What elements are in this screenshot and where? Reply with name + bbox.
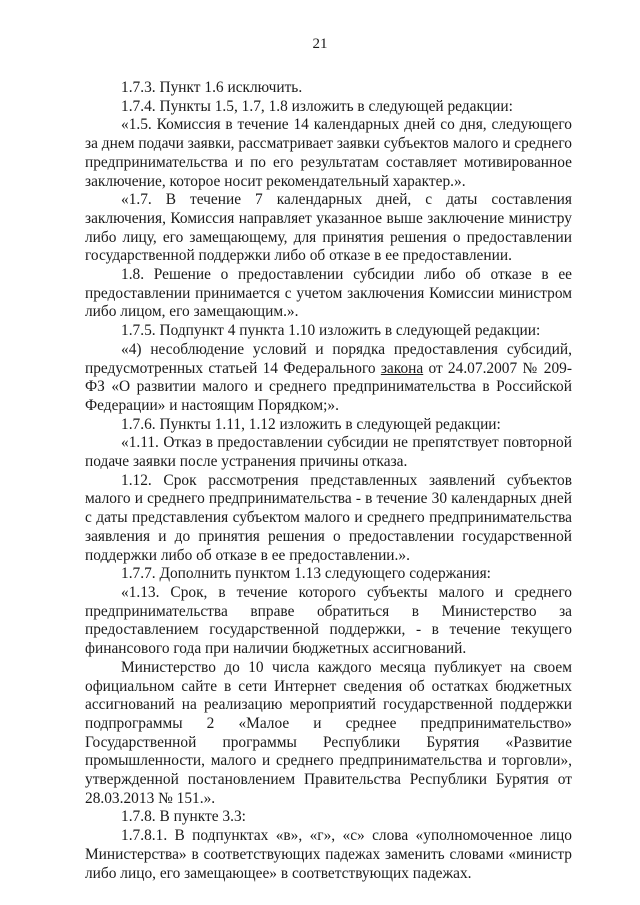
paragraph-1-7-3: 1.7.3. Пункт 1.6 исключить. [121, 79, 303, 96]
paragraph-1-7-6: 1.7.6. Пункты 1.11, 1.12 изложить в следующей редакции: [121, 415, 501, 433]
paragraph-1-7-8: 1.7.8. В пункте 3.3: [121, 808, 246, 826]
paragraph-1-7-4: 1.7.4. Пункты 1.5, 1.7, 1.8 изложить в следующей редакции: [121, 97, 513, 115]
paragraph-1-7-5: 1.7.5. Подпункт 4 пункта 1.10 изложить в следующей редакции: [121, 322, 541, 340]
law-link[interactable]: закона [380, 359, 424, 377]
subitem-4-text-after: от 24.07.2007 № 209-ФЗ «О развитии малого и среднего предпринимательства в Российской Федерации» и настоящим Порядком;». [85, 359, 572, 414]
paragraph-1-12: 1.12. Срок рассмотрения представленных заявлений субъектов малого и среднего предпринимательства - в течение 30 календарных дней с даты представления субъектом малого и среднего предпринимательства заявления и до принятия решения о предоставлении государственной поддержки либо об отказе в ее предоставлении.». [85, 471, 572, 564]
paragraph-1-11-quote: «1.11. Отказ в предоставлении субсидии не препятствует повторной подаче заявки после устранения причины отказа. [85, 434, 572, 471]
subitem-4-text-before: «4) несоблюдение условий и порядка предоставления субсидий, предусмотренных статьей 14 Федерального [85, 340, 572, 377]
paragraph-1-7-8-1: 1.7.8.1. В подпунктах «в», «г», «с» слова «уполномоченное лицо Министерства» в соответствующих падежах заменить словами «министр либо лицо, его замещающее» в соответствующих падежах. [85, 827, 572, 882]
paragraph-1-7-quote: «1.7. В течение 7 календарных дней, с даты составления заключения, Комиссия направляет указанное выше заключение министру либо лицу, его замещающему, для принятия решения о предоставлении государственной поддержки либо об отказе в ее предоставлении. [85, 191, 572, 265]
paragraph-1-5-quote: «1.5. Комиссия в течение 14 календарных дней со дня, следующего за днем подачи заявки, рассматривает заявки субъектов малого и среднего предпринимательства и по его результатам составляет мотивированное заключение, которое носит рекомендательный характер.». [85, 116, 572, 190]
paragraph-1-13-quote: «1.13. Срок, в течение которого субъекты малого и среднего предпринимательства вправе обратиться в Министерство за предоставлением государственной поддержки, - в течение текущего финансового года при наличии бюджетных ассигнований. [85, 583, 572, 658]
document-body [85, 79, 572, 883]
paragraph-1-8: 1.8. Решение о предоставлении субсидии либо об отказе в ее предоставлении принимается с учетом заключения Комиссии министром либо лицом, его замещающим.». [85, 266, 572, 321]
paragraph-1-7-7: 1.7.7. Дополнить пунктом 1.13 следующего содержания: [121, 565, 491, 583]
page-number: 21 [312, 36, 328, 52]
paragraph-ministry-publication: Министерство до 10 числа каждого месяца публикует на своем официальном сайте в сети Интернет сведения об остатках бюджетных ассигнований на реализацию мероприятий государственной поддержки подпрограммы 2 «Малое и среднее предпринимательство» Государственной программы Республики Бурятия «Развитие промышленности, малого и среднего предпринимательства и торговли», утвержденной постановлением Правительства Республики Бурятия от 28.03.2013 № 151.». [85, 658, 572, 807]
paragraph-subitem-4-quote [85, 341, 572, 416]
